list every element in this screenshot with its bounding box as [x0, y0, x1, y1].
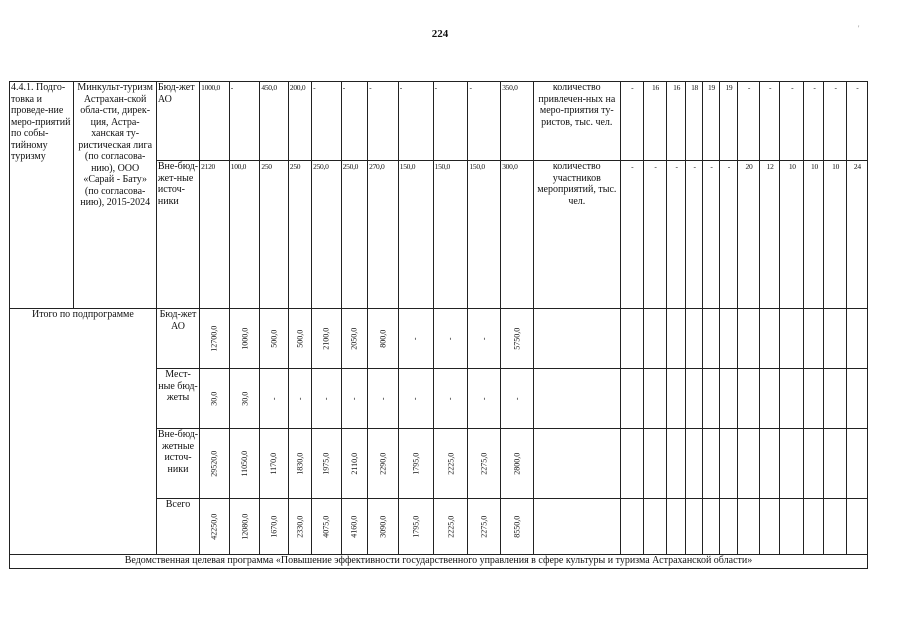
- funding-value: 800,0: [378, 329, 388, 348]
- empty-cell: [804, 309, 824, 369]
- funding-value-cell: [341, 499, 367, 555]
- funding-value-cell: [368, 369, 399, 429]
- funding-value-cell: [468, 309, 501, 369]
- funding-value: 42250,0: [209, 513, 219, 540]
- empty-cell: [533, 309, 620, 369]
- funding-value: 29520,0: [209, 450, 219, 477]
- indicator-value: 19: [719, 82, 737, 161]
- funding-value-cell: [288, 499, 311, 555]
- empty-cell: [533, 429, 620, 499]
- empty-cell: [804, 369, 824, 429]
- empty-cell: [667, 369, 686, 429]
- empty-cell: [686, 499, 703, 555]
- indicator-value: -: [780, 82, 804, 161]
- indicator-value: -: [804, 82, 824, 161]
- empty-cell: [533, 499, 620, 555]
- funding-value-cell: [288, 309, 311, 369]
- funding-value: 8550,0: [512, 515, 522, 538]
- funding-value: -: [312, 82, 342, 161]
- empty-cell: [760, 429, 780, 499]
- empty-cell: [804, 499, 824, 555]
- funding-value-cell: [260, 429, 289, 499]
- empty-cell: [824, 429, 846, 499]
- empty-cell: [643, 309, 666, 369]
- funding-value: -: [479, 337, 489, 340]
- empty-cell: [703, 499, 720, 555]
- funding-value-cell: [468, 499, 501, 555]
- empty-cell: [667, 309, 686, 369]
- funding-value: 5750,0: [512, 327, 522, 350]
- page-number: 224: [431, 28, 449, 40]
- indicator-name: количество привлечен-ных на меро-приятия ту-ристов, тыс. чел.: [533, 82, 620, 161]
- funding-value-cell: [433, 369, 468, 429]
- indicator-name: количество участников мероприятий, тыс. чел.: [533, 161, 620, 309]
- funding-value-cell: [501, 499, 534, 555]
- indicator-value: -: [643, 161, 666, 309]
- indicator-value: -: [737, 82, 759, 161]
- funding-value-cell: [433, 309, 468, 369]
- funding-value-cell: [341, 429, 367, 499]
- empty-cell: [780, 369, 804, 429]
- funding-value: 2225,0: [445, 515, 455, 538]
- funding-value-cell: [200, 369, 230, 429]
- empty-cell: [667, 499, 686, 555]
- funding-value: 250,0: [341, 161, 367, 309]
- empty-cell: [760, 309, 780, 369]
- funding-value-cell: [341, 369, 367, 429]
- empty-cell: [620, 499, 643, 555]
- funding-value-cell: [468, 369, 501, 429]
- funding-value-cell: [368, 309, 399, 369]
- funding-value-cell: [368, 499, 399, 555]
- funding-value: 2330,0: [295, 515, 305, 538]
- indicator-value: 19: [703, 82, 720, 161]
- funding-value: 1975,0: [321, 452, 331, 475]
- funding-value: 30,0: [239, 391, 249, 406]
- funding-value-cell: [341, 309, 367, 369]
- funding-value: -: [479, 397, 489, 400]
- funding-value: 2800,0: [512, 452, 522, 475]
- empty-cell: [846, 429, 867, 499]
- funding-value: 12700,0: [209, 325, 219, 352]
- funding-value: 150,0: [433, 161, 468, 309]
- empty-cell: [703, 429, 720, 499]
- funding-value: 200,0: [288, 82, 311, 161]
- funding-value-cell: [398, 499, 433, 555]
- funding-value: -: [445, 397, 455, 400]
- empty-cell: [643, 499, 666, 555]
- funding-value-cell: [312, 499, 342, 555]
- funding-value: 2275,0: [479, 515, 489, 538]
- funding-value: 250,0: [312, 161, 342, 309]
- funding-value-cell: [433, 429, 468, 499]
- funding-value: 500,0: [269, 329, 279, 348]
- funding-value: 250: [260, 161, 289, 309]
- empty-cell: [737, 369, 759, 429]
- empty-cell: [703, 309, 720, 369]
- funding-value: -: [410, 337, 420, 340]
- empty-cell: [620, 369, 643, 429]
- empty-cell: [533, 369, 620, 429]
- empty-cell: [719, 499, 737, 555]
- funding-value-cell: [398, 369, 433, 429]
- funding-value: -: [321, 397, 331, 400]
- funding-value-cell: [368, 429, 399, 499]
- funding-value-cell: [501, 369, 534, 429]
- funding-source: Бюд-жет АО: [156, 309, 199, 369]
- indicator-value: -: [686, 161, 703, 309]
- empty-cell: [686, 429, 703, 499]
- funding-value: 3090,0: [378, 515, 388, 538]
- funding-value: -: [410, 397, 420, 400]
- empty-cell: [719, 309, 737, 369]
- funding-value: 30,0: [209, 391, 219, 406]
- indicator-value: -: [719, 161, 737, 309]
- empty-cell: [643, 429, 666, 499]
- empty-cell: [780, 309, 804, 369]
- funding-value: 1170,0: [269, 452, 279, 475]
- indicator-value: 18: [686, 82, 703, 161]
- funding-value: 300,0: [501, 161, 534, 309]
- empty-cell: [737, 499, 759, 555]
- funding-value-cell: [312, 369, 342, 429]
- empty-cell: [703, 369, 720, 429]
- funding-value-cell: [260, 369, 289, 429]
- funding-value-cell: [200, 499, 230, 555]
- funding-value-cell: [229, 309, 260, 369]
- funding-value: -: [229, 82, 260, 161]
- empty-cell: [804, 429, 824, 499]
- funding-value-cell: [468, 429, 501, 499]
- funding-value-cell: [288, 369, 311, 429]
- empty-cell: [620, 429, 643, 499]
- funding-value: 270,0: [368, 161, 399, 309]
- empty-cell: [780, 499, 804, 555]
- funding-value: -: [295, 397, 305, 400]
- funding-value: -: [341, 82, 367, 161]
- funding-value: 500,0: [295, 329, 305, 348]
- funding-value: 12080,0: [239, 513, 249, 540]
- funding-value-cell: [398, 309, 433, 369]
- empty-cell: [643, 369, 666, 429]
- empty-cell: [824, 499, 846, 555]
- empty-cell: [620, 309, 643, 369]
- funding-value: 150,0: [398, 161, 433, 309]
- funding-value: 1795,0: [410, 452, 420, 475]
- totals-label: Итого по подпрограмме: [10, 309, 157, 555]
- funding-value: 150,0: [468, 161, 501, 309]
- empty-cell: [719, 369, 737, 429]
- funding-value-cell: [288, 429, 311, 499]
- table-row: [10, 82, 868, 161]
- funding-value: 1795,0: [410, 515, 420, 538]
- indicator-value: 24: [846, 161, 867, 309]
- funding-value: 1000,0: [239, 327, 249, 350]
- indicator-value: -: [620, 161, 643, 309]
- funding-value-cell: [200, 429, 230, 499]
- funding-value: -: [378, 397, 388, 400]
- indicator-value: -: [760, 82, 780, 161]
- funding-value: 100,0: [229, 161, 260, 309]
- funding-value: 350,0: [501, 82, 534, 161]
- funding-value-cell: [229, 429, 260, 499]
- indicator-value: -: [620, 82, 643, 161]
- funding-source: Вне-бюд-жет-ные источ-ники: [156, 161, 199, 309]
- funding-value: 2225,0: [445, 452, 455, 475]
- funding-value: 4075,0: [321, 515, 331, 538]
- item-executor: Минкульт-туризм Астрахан-ской обла-сти, дирек-ция, Астра-ханская ту-ристическая лига (по согласова-нию), ООО «Сарай - Бату» (по согласова-нию), 2015-2024: [74, 82, 156, 309]
- empty-cell: [846, 309, 867, 369]
- funding-value-cell: [229, 369, 260, 429]
- funding-value: 1000,0: [200, 82, 230, 161]
- funding-source: Мест-ные бюд-жеты: [156, 369, 199, 429]
- funding-value: 1670,0: [269, 515, 279, 538]
- funding-value-cell: [501, 309, 534, 369]
- funding-value: 2120: [200, 161, 230, 309]
- empty-cell: [737, 309, 759, 369]
- funding-source: Бюд-жет АО: [156, 82, 199, 161]
- funding-value-cell: [501, 429, 534, 499]
- funding-value-cell: [312, 309, 342, 369]
- empty-cell: [686, 369, 703, 429]
- funding-value: 2050,0: [349, 327, 359, 350]
- empty-cell: [846, 369, 867, 429]
- funding-value-cell: [200, 309, 230, 369]
- funding-value: -: [512, 397, 522, 400]
- funding-value: 250: [288, 161, 311, 309]
- funding-value-cell: [229, 499, 260, 555]
- indicator-value: -: [846, 82, 867, 161]
- indicator-value: 10: [804, 161, 824, 309]
- indicator-value: 16: [667, 82, 686, 161]
- funding-value: 2100,0: [321, 327, 331, 350]
- funding-value: -: [398, 82, 433, 161]
- empty-cell: [686, 309, 703, 369]
- funding-source: Вне-бюд-жетные источ-ники: [156, 429, 199, 499]
- funding-value: -: [349, 397, 359, 400]
- funding-value: -: [269, 397, 279, 400]
- indicator-value: -: [667, 161, 686, 309]
- empty-cell: [760, 499, 780, 555]
- empty-cell: [719, 429, 737, 499]
- table-row: [10, 555, 868, 569]
- indicator-value: -: [824, 82, 846, 161]
- funding-value-cell: [260, 499, 289, 555]
- item-number: 4.4.1. Подго-товка и проведе-ние меро-приятий по собы-тийному туризму: [10, 82, 74, 309]
- empty-cell: [846, 499, 867, 555]
- empty-cell: [737, 429, 759, 499]
- funding-value: 2110,0: [349, 452, 359, 475]
- empty-cell: [824, 369, 846, 429]
- empty-cell: [780, 429, 804, 499]
- stray-mark: ': [858, 24, 860, 33]
- budget-table: [9, 81, 868, 569]
- funding-value: -: [433, 82, 468, 161]
- funding-value-cell: [433, 499, 468, 555]
- funding-value: 4160,0: [349, 515, 359, 538]
- funding-value-cell: [260, 309, 289, 369]
- funding-value: 1830,0: [295, 452, 305, 475]
- funding-value: 450,0: [260, 82, 289, 161]
- funding-value: 2290,0: [378, 452, 388, 475]
- indicator-value: -: [703, 161, 720, 309]
- empty-cell: [760, 369, 780, 429]
- funding-value: -: [368, 82, 399, 161]
- indicator-value: 12: [760, 161, 780, 309]
- empty-cell: [667, 429, 686, 499]
- funding-source: Всего: [156, 499, 199, 555]
- funding-value: -: [468, 82, 501, 161]
- funding-value-cell: [398, 429, 433, 499]
- indicator-value: 10: [824, 161, 846, 309]
- program-title: Ведомственная целевая программа «Повышение эффективности государственного управления в сфере культуры и туризма Астраханской области»: [10, 555, 868, 569]
- indicator-value: 20: [737, 161, 759, 309]
- table-row: [10, 309, 868, 369]
- funding-value: 11050,0: [239, 450, 249, 477]
- funding-value: -: [445, 337, 455, 340]
- indicator-value: 16: [643, 82, 666, 161]
- empty-cell: [824, 309, 846, 369]
- indicator-value: 10: [780, 161, 804, 309]
- funding-value: 2275,0: [479, 452, 489, 475]
- funding-value-cell: [312, 429, 342, 499]
